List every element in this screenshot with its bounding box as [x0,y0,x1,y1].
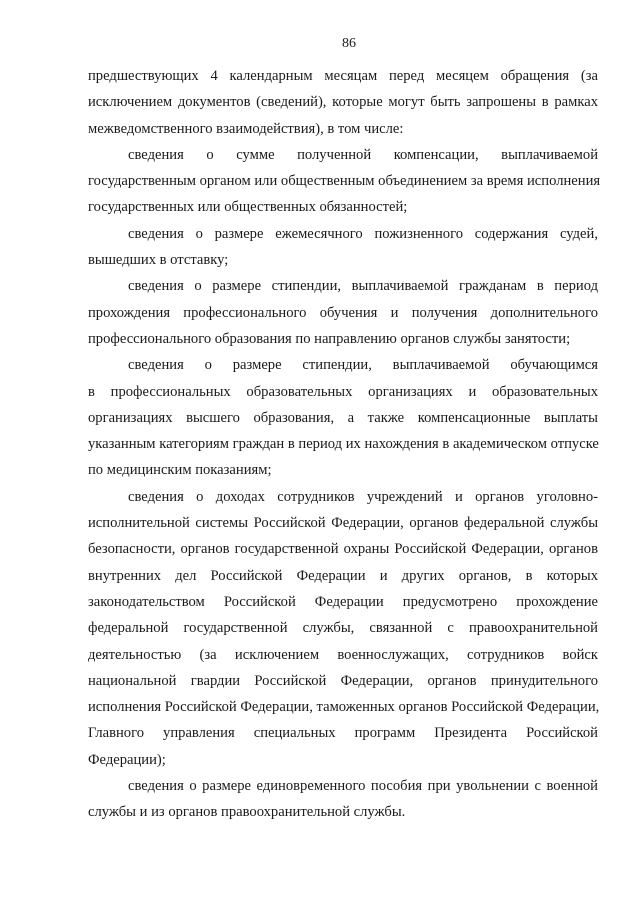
text-line: сведения о сумме полученной компенсации, выплачиваемой [128,146,598,163]
text-line: в профессиональных образовательных организациях и образовательных [88,383,598,400]
paragraph [88,142,601,221]
text-line: предшествующих 4 календарным месяцам перед месяцем обращения (за [88,68,598,84]
text-line: безопасности, органов государственной охраны Российской Федерации, органов [88,541,598,558]
text-line: Главного управления специальных программ Президента Российской [88,725,598,742]
text-line: федеральной государственной службы, связанной с правоохранительной [88,620,598,637]
paragraph [88,63,598,142]
text-line: сведения о размере стипендии, выплачиваемой гражданам в период [128,278,598,295]
text-line: сведения о размере единовременного пособия при увольнении с военной [128,778,598,795]
text-line: межведомственного взаимодействия), в том числе: [88,120,404,137]
text-line: деятельностью (за исключением военнослужащих, сотрудников войск [88,646,598,663]
text-line: государственных или общественных обязанностей; [88,199,408,216]
paragraph [88,273,598,352]
text-line: прохождения профессионального обучения и получения дополнительного [88,304,598,321]
text-line: исполнительной системы Российской Федерации, органов федеральной службы [88,515,598,532]
text-line: законодательством Российской Федерации предусмотрено прохождение [88,593,598,610]
document-body [88,63,601,826]
text-line: внутренних дел Российской Федерации и других органов, в которых [88,567,598,584]
text-line: государственным органом или общественным объединением за время исполнения [88,173,601,190]
text-line: по медицинским показаниям; [88,462,272,479]
text-line: национальной гвардии Российской Федерации, органов принудительного [88,672,598,689]
text-line: сведения о размере стипендии, выплачиваемой обучающимся [128,357,598,374]
text-line: сведения о доходах сотрудников учреждений и органов уголовно- [128,488,598,505]
page-number: 86 [342,36,356,51]
text-line: Федерации); [88,751,166,768]
paragraph [88,221,598,274]
text-line: организациях высшего образования, а также компенсационные выплаты [88,409,598,426]
text-line: сведения о размере ежемесячного пожизненного содержания судей, [128,225,598,242]
text-line: вышедших в отставку; [88,252,229,269]
text-line: исключением документов (сведений), которые могут быть запрошены в рамках [88,94,598,111]
text-line: указанным категориям граждан в период их нахождения в академическом отпуске [88,436,599,453]
text-line: исполнения Российской Федерации, таможенных органов Российской Федерации, [88,699,600,716]
text-line: службы и из органов правоохранительной службы. [88,804,406,821]
text-line: профессионального образования по направлению органов службы занятости; [88,330,571,347]
paragraph [88,484,598,773]
paragraph [88,352,598,483]
paragraph [88,773,598,826]
